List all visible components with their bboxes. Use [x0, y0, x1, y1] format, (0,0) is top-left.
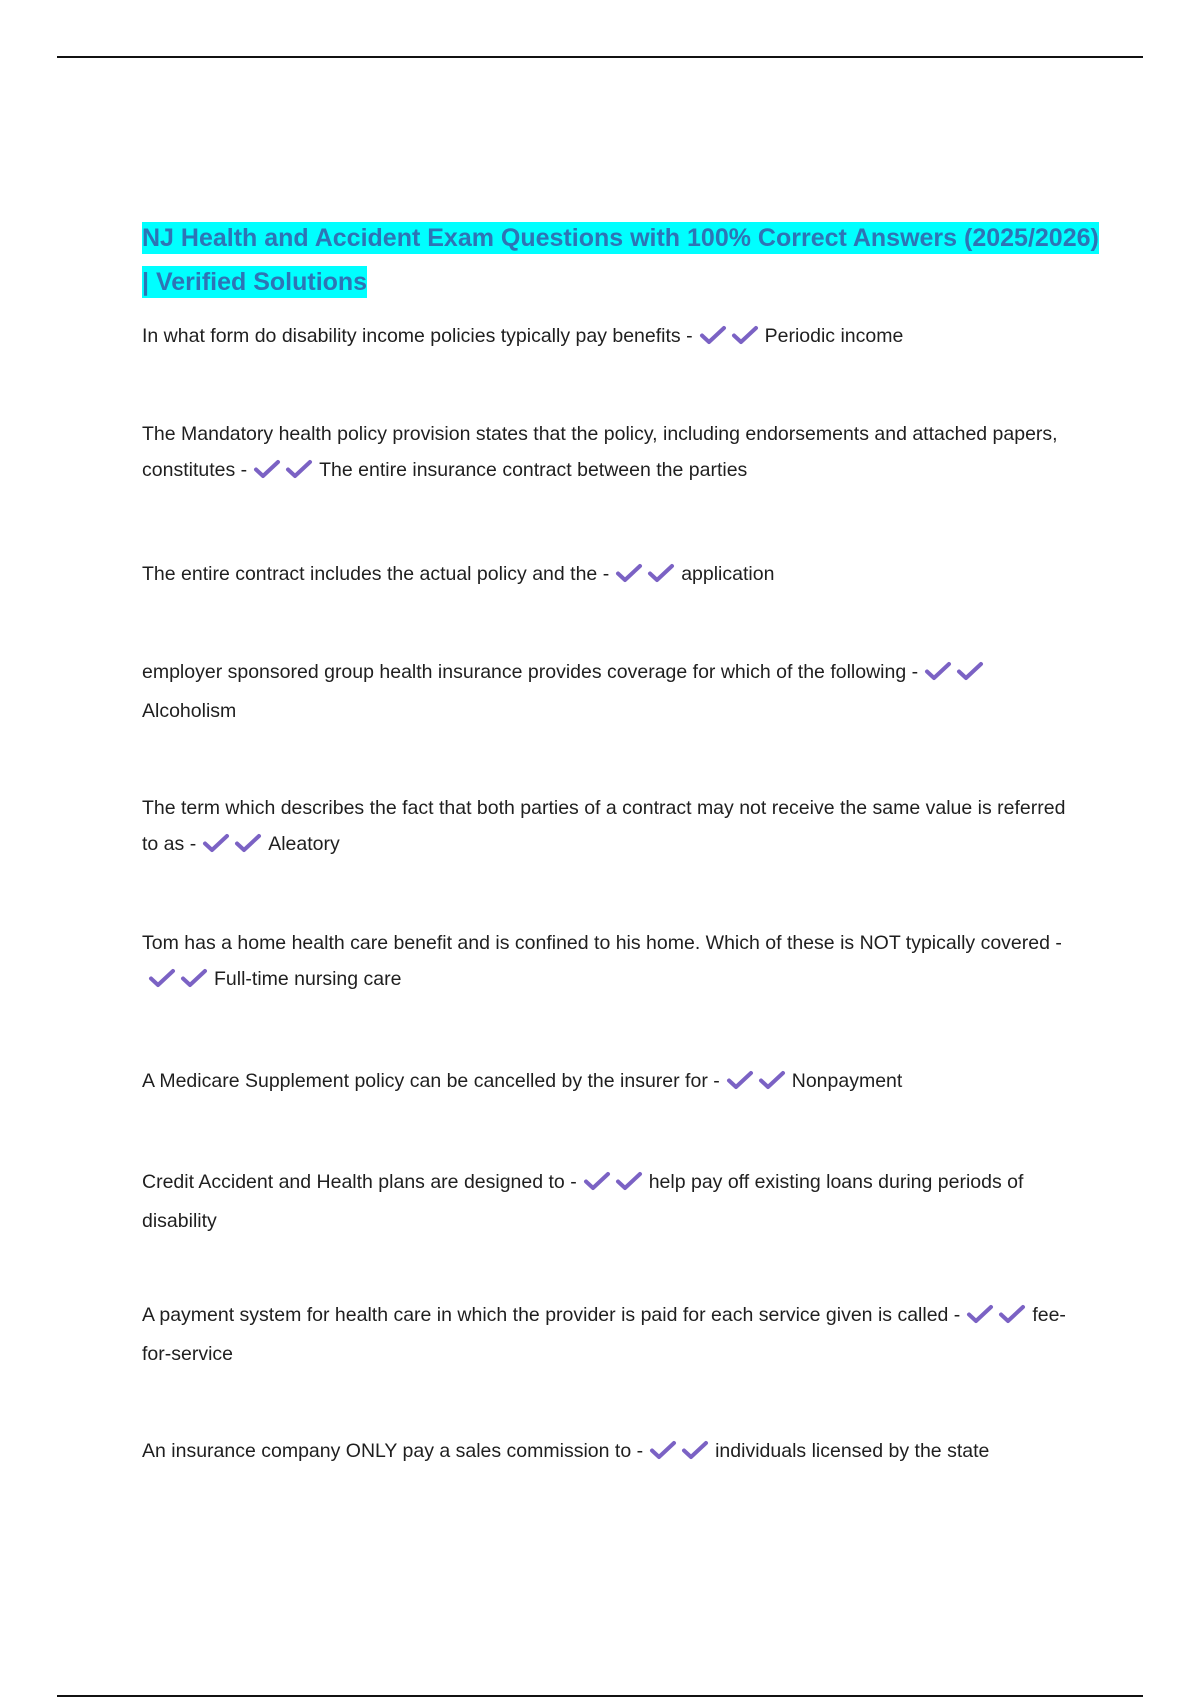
check-icon	[615, 563, 643, 583]
question-text: An insurance company ONLY pay a sales commission to -	[142, 1440, 644, 1462]
double-check-icon	[615, 559, 679, 595]
document-title	[142, 216, 1102, 304]
check-icon	[148, 968, 176, 988]
qa-item-4	[142, 654, 1082, 729]
double-check-icon	[148, 964, 212, 1000]
check-icon	[234, 833, 262, 853]
check-icon	[180, 968, 208, 988]
question-text: Credit Accident and Health plans are designed to -	[142, 1171, 577, 1193]
answer-text: Full-time nursing care	[214, 968, 402, 990]
qa-item-2	[142, 416, 1082, 491]
qa-item-8	[142, 1164, 1082, 1239]
answer-text: Aleatory	[268, 833, 340, 855]
check-icon	[649, 1440, 677, 1460]
title-highlight: NJ Health and Accident Exam Questions with 100% Correct Answers (2025/2026) | Verified Solutions	[142, 224, 1099, 296]
question-text: employer sponsored group health insurance provides coverage for which of the following -	[142, 661, 919, 683]
double-check-icon	[583, 1167, 647, 1203]
question-text: The Mandatory health policy provision states that the policy, including endorsements and attached papers, constitutes -	[142, 423, 1058, 481]
question-text: The term which describes the fact that both parties of a contract may not receive the same value is referred to as -	[142, 797, 1066, 855]
check-icon	[202, 833, 230, 853]
header-rule	[57, 56, 1143, 58]
check-icon	[647, 563, 675, 583]
question-text: A Medicare Supplement policy can be cancelled by the insurer for -	[142, 1070, 720, 1092]
qa-item-9	[142, 1297, 1082, 1372]
check-icon	[285, 459, 313, 479]
answer-text: The entire insurance contract between the parties	[319, 459, 748, 481]
question-text: A payment system for health care in which the provider is paid for each service given is called -	[142, 1304, 961, 1326]
answer-text: Periodic income	[764, 325, 904, 347]
double-check-icon	[202, 829, 266, 865]
check-icon	[615, 1171, 643, 1191]
answer-text: Alcoholism	[142, 700, 237, 722]
answer-text: help pay off existing loans during periods of disability	[142, 1171, 1024, 1232]
check-icon	[583, 1171, 611, 1191]
check-icon	[681, 1440, 709, 1460]
qa-item-3	[142, 556, 1082, 595]
check-icon	[731, 325, 759, 345]
double-check-icon	[649, 1436, 713, 1472]
check-icon	[966, 1304, 994, 1324]
qa-item-10	[142, 1433, 1082, 1472]
double-check-icon	[966, 1300, 1030, 1336]
double-check-icon	[924, 657, 988, 693]
check-icon	[924, 661, 952, 681]
qa-item-6	[142, 925, 1082, 1000]
question-text: Tom has a home health care benefit and is confined to his home. Which of these is NOT typically covered -	[142, 932, 1062, 954]
check-icon	[998, 1304, 1026, 1324]
check-icon	[699, 325, 727, 345]
check-icon	[758, 1070, 786, 1090]
double-check-icon	[253, 455, 317, 491]
check-icon	[253, 459, 281, 479]
footer-rule	[57, 1695, 1143, 1697]
qa-item-1	[142, 318, 1082, 357]
check-icon	[726, 1070, 754, 1090]
check-icon	[956, 661, 984, 681]
double-check-icon	[699, 321, 763, 357]
question-text: In what form do disability income policies typically pay benefits -	[142, 325, 693, 347]
answer-text: fee-for-service	[142, 1304, 1066, 1365]
answer-text: individuals licensed by the state	[715, 1440, 990, 1462]
qa-item-5	[142, 790, 1082, 865]
answer-text: Nonpayment	[791, 1070, 903, 1092]
qa-item-7	[142, 1063, 1082, 1102]
answer-text: application	[681, 563, 775, 585]
question-text: The entire contract includes the actual policy and the -	[142, 563, 610, 585]
double-check-icon	[726, 1066, 790, 1102]
